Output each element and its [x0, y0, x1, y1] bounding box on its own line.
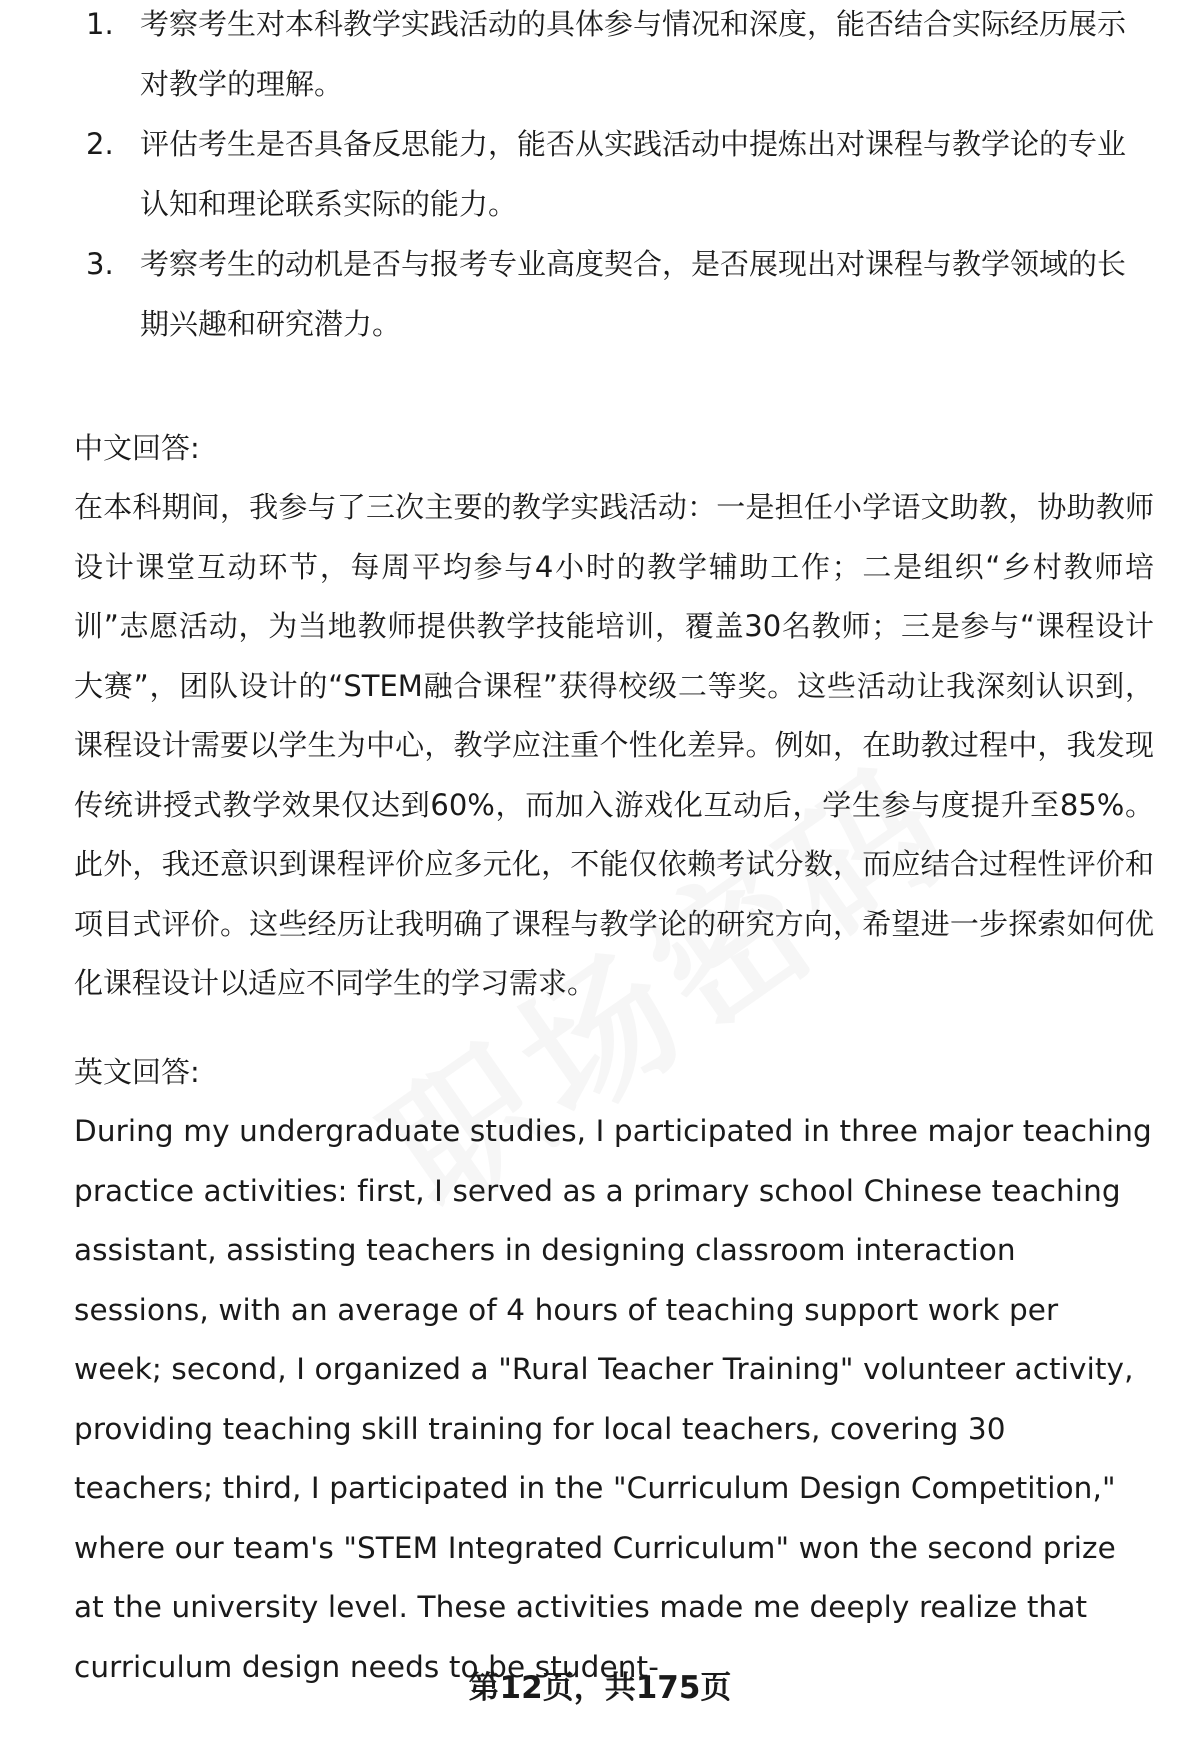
list-item-number: 1.: [86, 7, 114, 41]
list-item-text: 考察考生对本科教学实践活动的具体参与情况和深度，能否结合实际经历展示对教学的理解。: [140, 7, 1127, 101]
english-answer-label: 英文回答:: [74, 1055, 200, 1089]
list-item-text: 评估考生是否具备反思能力，能否从实践活动中提炼出对课程与教学论的专业认知和理论联系实际的能力。: [140, 127, 1127, 221]
page-number-footer: 第12页，共175页: [468, 1670, 732, 1706]
list-item: [74, 234, 1154, 354]
english-answer-paragraph: During my undergraduate studies, I participated in three major teaching practice activities: first, I served as a primary school Chinese teaching assistant, assisting teachers in designing classroom interaction sessions, with an average of 4 hours of teaching support work per week; second, I organized a "Rural Teacher Training" volunteer activity, providing teaching skill training for local teachers, covering 30 teachers; third, I participated in the "Curriculum Design Competition," where our team's "STEM Integrated Curriculum" won the second prize at the university level. These activities made me deeply realize that curriculum design needs to be student-: [74, 1114, 1152, 1684]
list-item: [74, 114, 1154, 234]
chinese-answer-label: 中文回答:: [74, 431, 200, 465]
evaluation-points-list: [74, 0, 1154, 354]
chinese-answer-paragraph: 在本科期间，我参与了三次主要的教学实践活动：一是担任小学语文助教，协助教师设计课堂互动环节，每周平均参与4小时的教学辅助工作；二是组织“乡村教师培训”志愿活动，为当地教师提供教学技能培训，覆盖30名教师；三是参与“课程设计大赛”，团队设计的“STEM融合课程”获得校级二等奖。这些活动让我深刻认识到，课程设计需要以学生为中心，教学应注重个性化差异。例如，在助教过程中，我发现传统讲授式教学效果仅达到60%，而加入游戏化互动后，学生参与度提升至85%。此外，我还意识到课程评价应多元化，不能仅依赖考试分数，而应结合过程性评价和项目式评价。这些经历让我明确了课程与教学论的研究方向，希望进一步探索如何优化课程设计以适应不同学生的学习需求。: [74, 490, 1154, 1000]
list-item-number: 3.: [86, 247, 114, 281]
list-item: [74, 0, 1154, 114]
list-item-text: 考察考生的动机是否与报考专业高度契合，是否展现出对课程与教学领域的长期兴趣和研究潜力。: [140, 247, 1127, 341]
list-item-number: 2.: [86, 127, 114, 161]
